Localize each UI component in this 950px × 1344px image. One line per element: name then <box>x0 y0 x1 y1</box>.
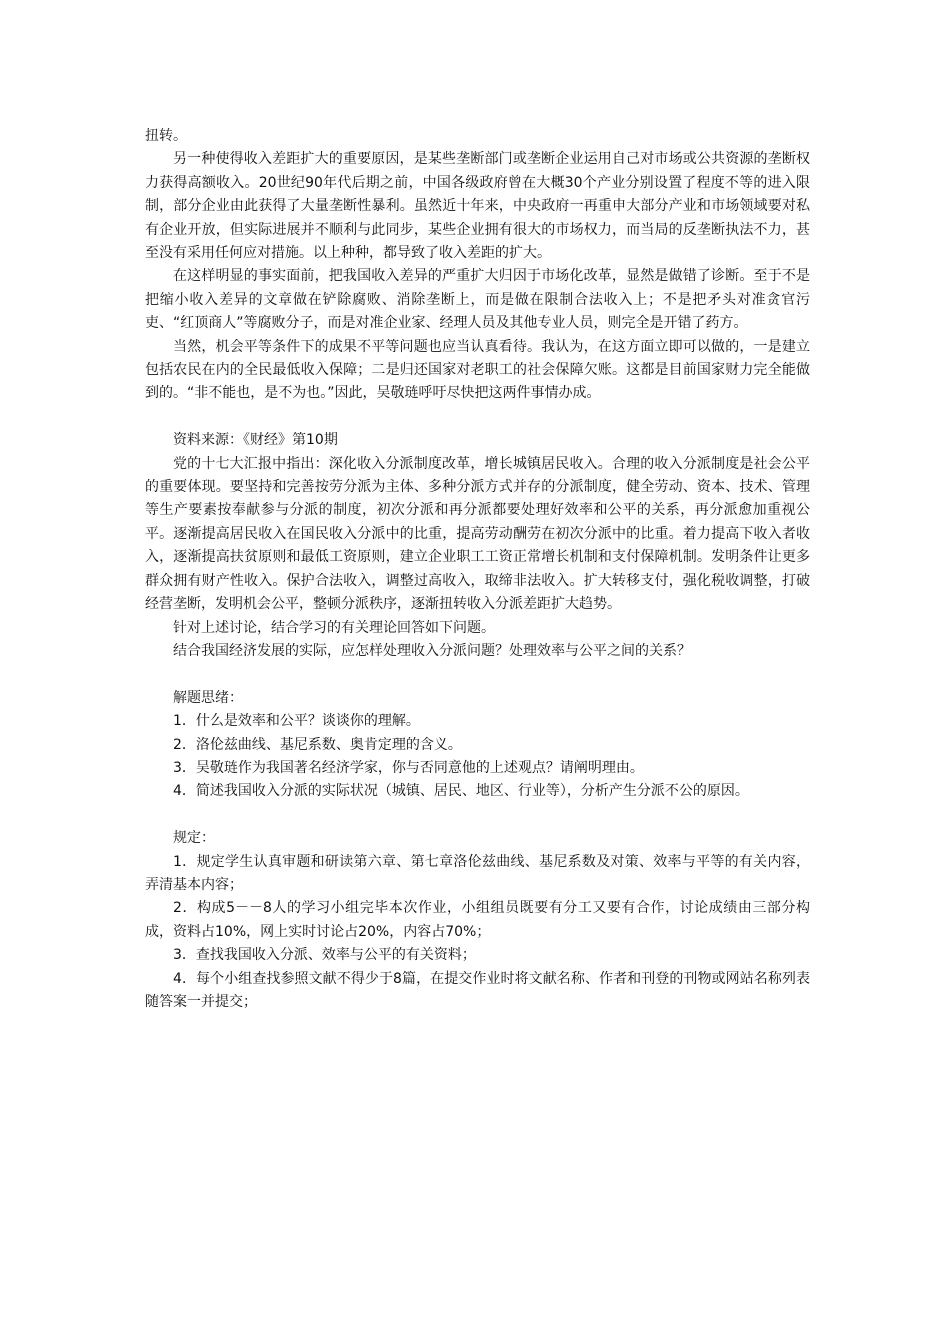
rules-title: 规定： <box>173 830 215 847</box>
document-page <box>145 125 810 1014</box>
hint-item: 1．什么是效率和公平？谈谈你的理解。 <box>173 713 420 730</box>
paragraph-discussion-intro: 针对上述讨论，结合学习的有关理论回答如下问题。 <box>173 619 495 636</box>
paragraph-congress-report: 党的十七大汇报中指出：深化收入分派制度改革，增长城镇居民收入。合理的收入分派制度是社会公平的重要体现。要坚持和完善按劳分派为主体、多种分派方式并存的分派制度，健全劳动、资本、技术、管理等生产要素按奉献参与分派的制度，初次分派和再分派都要处理好效率和公平的关系，再分派愈加重视公平。逐渐提高居民收入在国民收入分派中的比重，提高劳动酬劳在初次分派中的比重。着力提高下收入者收入，逐渐提高扶贫原则和最低工资原则，建立企业职工工资正常增长机制和支付保障机制。发明条件让更多群众拥有财产性收入。保护合法收入，调整过高收入，取缔非法收入。扩大转移支付，强化税收调整，打破经营垄断，发明机会公平，整顿分派秩序，逐渐扭转收入分派差距扩大趋势。 <box>145 455 810 613</box>
spacer <box>145 663 810 686</box>
rule-item: 3．查找我国收入分派、效率与公平的有关资料； <box>173 947 476 964</box>
spacer <box>145 804 810 827</box>
paragraph-diagnosis: 在这样明显的事实面前，把我国收入差异的严重扩大归因于市场化改革，显然是做错了诊断。至于不是把缩小收入差异的文章做在铲除腐败、消除垄断上，而是做在限制合法收入上；不是把矛头对准贪官污吏、“红顶商人”等腐败分子，而是对准企业家、经理人员及其他专业人员，则完全是开错了药方。 <box>145 268 810 332</box>
spacer <box>145 406 810 429</box>
rule-item: 4．每个小组查找参照文献不得少于8篇，在提交作业时将文献名称、作者和刊登的刊物或网站名称列表随答案一并提交； <box>145 970 810 1010</box>
hint-item: 2．洛伦兹曲线、基尼系数、奥肯定理的含义。 <box>173 736 462 753</box>
hint-item: 4．简述我国收入分派的实际状况（城镇、居民、地区、行业等），分析产生分派不公的原因。 <box>173 783 749 800</box>
hints-title: 解题思绪： <box>173 689 243 706</box>
hint-item: 3．吴敬琏作为我国著名经济学家，你与否同意他的上述观点？请阐明理由。 <box>173 759 644 776</box>
rule-item: 1．规定学生认真审题和研读第六章、第七章洛伦兹曲线、基尼系数及对策、效率与平等的有关内容，弄清基本内容； <box>145 853 810 893</box>
question-text: 结合我国经济发展的实际，应怎样处理收入分派问题？处理效率与公平之间的关系？ <box>173 642 691 659</box>
paragraph-continuation: 扭转。 <box>145 128 187 144</box>
paragraph-opportunity: 当然，机会平等条件下的成果不平等问题也应当认真看待。我认为，在这方面立即可以做的，一是建立包括农民在内的全民最低收入保障；二是归还国家对老职工的社会保障欠账。这都是目前国家财力完全能做到的。“非不能也，是不为也。”因此，吴敬琏呼吁尽快把这两件事情办成。 <box>145 338 810 402</box>
rule-item: 2．构成5－－8人的学习小组完毕本次作业，小组组员既要有分工又要有合作，讨论成绩由三部分构成，资料占10%，网上实时讨论占20%，内容占70%； <box>145 900 810 940</box>
paragraph-monopoly: 另一种使得收入差距扩大的重要原因，是某些垄断部门或垄断企业运用自己对市场或公共资源的垄断权力获得高额收入。20世纪90年代后期之前，中国各级政府曾在大概30个产业分别设置了程度不等的进入限制，部分企业由此获得了大量垄断性暴利。虽然近十年来，中央政府一再重申大部分产业和市场领域要对私有企业开放，但实际进展并不顺利与此同步，某些企业拥有很大的市场权力，而当局的反垄断执法不力，甚至没有采用任何应对措施。以上种种，都导致了收入差距的扩大。 <box>145 151 810 262</box>
source-line: 资料来源：《财经》第10期 <box>173 432 338 449</box>
